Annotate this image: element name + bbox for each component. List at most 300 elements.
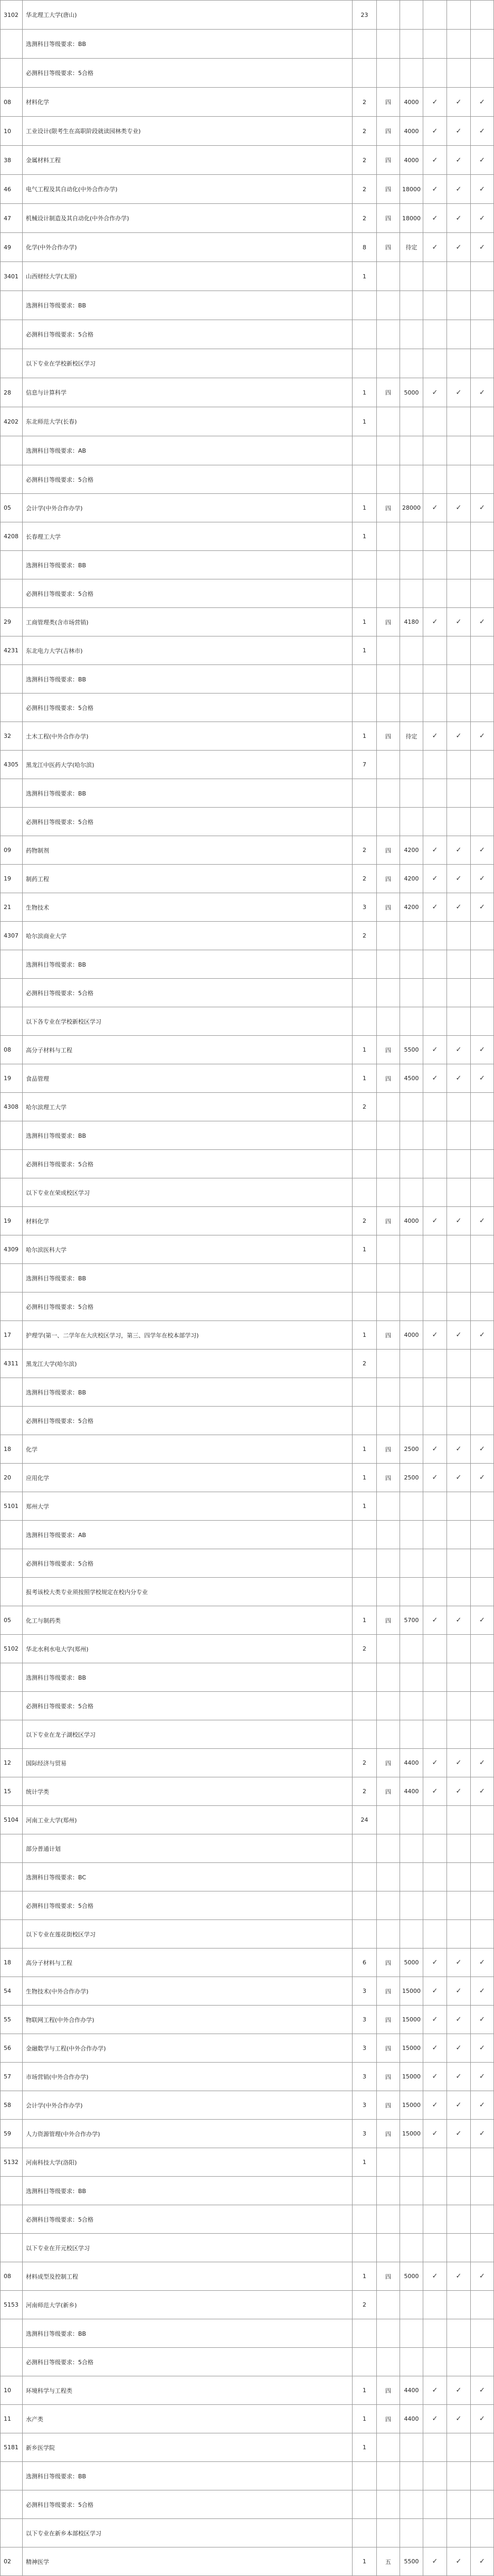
row-check-1 xyxy=(423,349,447,378)
row-study-years: 四 xyxy=(377,233,400,261)
row-plan-count xyxy=(353,2177,377,2205)
row-name: 必测科目等级要求：5合格 xyxy=(23,1407,353,1435)
row-check-2: ✓ xyxy=(447,175,471,203)
row-study-years: 五 xyxy=(377,2547,400,2575)
row-plan-count xyxy=(353,2348,377,2376)
row-plan-count xyxy=(353,2319,377,2347)
row-plan-count xyxy=(353,1121,377,1149)
table-row xyxy=(1,1891,494,1920)
row-plan-count xyxy=(353,694,377,722)
row-check-2 xyxy=(447,465,471,493)
row-check-1 xyxy=(423,436,447,465)
row-check-2 xyxy=(447,2433,471,2461)
row-check-1 xyxy=(423,1292,447,1320)
row-plan-count: 3 xyxy=(353,1977,377,2005)
row-plan-count xyxy=(353,1178,377,1206)
row-name: 市场营销(中外合作办学) xyxy=(23,2063,353,2091)
table-row xyxy=(1,2348,494,2376)
row-check-3: ✓ xyxy=(471,117,494,145)
row-check-3 xyxy=(471,1007,494,1035)
row-study-years xyxy=(377,665,400,693)
row-study-years xyxy=(377,2490,400,2518)
row-check-2: ✓ xyxy=(447,1749,471,1777)
row-code: 5104 xyxy=(1,1806,23,1834)
row-check-3: ✓ xyxy=(471,204,494,232)
row-check-2 xyxy=(447,2148,471,2176)
row-name: 必测科目等级要求：5合格 xyxy=(23,694,353,722)
row-check-2 xyxy=(447,579,471,607)
row-code: 10 xyxy=(1,2376,23,2404)
table-row xyxy=(1,2006,494,2034)
row-check-3 xyxy=(471,1407,494,1435)
row-name: 材料化学 xyxy=(23,88,353,116)
row-check-3: ✓ xyxy=(471,1464,494,1492)
row-check-2 xyxy=(447,1121,471,1149)
row-check-3: ✓ xyxy=(471,836,494,864)
row-code xyxy=(1,320,23,349)
row-name: 哈尔滨医科大学 xyxy=(23,1235,353,1263)
table-row xyxy=(1,2291,494,2319)
row-study-years xyxy=(377,2319,400,2347)
row-code xyxy=(1,349,23,378)
row-plan-count xyxy=(353,1720,377,1748)
row-check-3 xyxy=(471,579,494,607)
row-name: 金融数学与工程(中外合作办学) xyxy=(23,2034,353,2062)
row-code xyxy=(1,579,23,607)
row-check-2 xyxy=(447,1093,471,1121)
row-study-years: 四 xyxy=(377,1321,400,1349)
row-name: 必测科目等级要求：5合格 xyxy=(23,1292,353,1320)
row-tuition xyxy=(400,1834,423,1862)
row-check-3 xyxy=(471,1093,494,1121)
row-study-years: 四 xyxy=(377,117,400,145)
row-plan-count: 1 xyxy=(353,2405,377,2433)
row-check-3: ✓ xyxy=(471,146,494,174)
row-study-years xyxy=(377,694,400,722)
row-tuition: 4400 xyxy=(400,2405,423,2433)
row-name: 选测科目等级要求：BB xyxy=(23,291,353,320)
table-row xyxy=(1,2262,494,2291)
row-name: 必测科目等级要求：5合格 xyxy=(23,465,353,493)
table-row xyxy=(1,30,494,59)
row-study-years: 四 xyxy=(377,1949,400,1977)
table-row xyxy=(1,320,494,349)
row-study-years xyxy=(377,636,400,664)
table-row xyxy=(1,1235,494,1264)
row-check-3 xyxy=(471,1178,494,1206)
row-check-1: ✓ xyxy=(423,88,447,116)
row-code xyxy=(1,808,23,836)
row-check-3 xyxy=(471,407,494,436)
row-check-3 xyxy=(471,1920,494,1948)
row-tuition xyxy=(400,665,423,693)
table-row xyxy=(1,1264,494,1292)
row-check-3: ✓ xyxy=(471,1606,494,1634)
row-check-1 xyxy=(423,1720,447,1748)
row-check-3 xyxy=(471,349,494,378)
row-check-1 xyxy=(423,30,447,58)
table-row xyxy=(1,88,494,117)
row-check-2: ✓ xyxy=(447,117,471,145)
row-check-3: ✓ xyxy=(471,1064,494,1092)
row-code: 19 xyxy=(1,1207,23,1235)
table-row xyxy=(1,2177,494,2205)
row-code xyxy=(1,2319,23,2347)
row-check-1 xyxy=(423,2433,447,2461)
row-plan-count: 1 xyxy=(353,407,377,436)
table-row xyxy=(1,494,494,522)
row-study-years xyxy=(377,1549,400,1577)
row-name: 选测科目等级要求：BB xyxy=(23,950,353,978)
row-check-3 xyxy=(471,262,494,291)
row-name: 部分普通计划 xyxy=(23,1834,353,1862)
row-code: 21 xyxy=(1,893,23,921)
row-tuition: 4000 xyxy=(400,117,423,145)
row-check-3: ✓ xyxy=(471,2262,494,2290)
table-row xyxy=(1,608,494,636)
row-code: 28 xyxy=(1,378,23,407)
row-plan-count xyxy=(353,291,377,320)
row-check-3: ✓ xyxy=(471,2006,494,2034)
row-study-years: 四 xyxy=(377,1207,400,1235)
row-check-3 xyxy=(471,950,494,978)
row-study-years: 四 xyxy=(377,1749,400,1777)
row-check-3: ✓ xyxy=(471,1977,494,2005)
row-code xyxy=(1,1521,23,1549)
row-check-2: ✓ xyxy=(447,2091,471,2119)
row-tuition xyxy=(400,1663,423,1691)
row-name: 工商管理类(含市场营销) xyxy=(23,608,353,636)
row-tuition xyxy=(400,551,423,579)
row-check-2: ✓ xyxy=(447,1435,471,1463)
row-check-3: ✓ xyxy=(471,88,494,116)
table-row xyxy=(1,1635,494,1663)
row-check-3 xyxy=(471,2205,494,2233)
row-study-years: 四 xyxy=(377,175,400,203)
row-check-2: ✓ xyxy=(447,1064,471,1092)
row-check-2 xyxy=(447,407,471,436)
row-plan-count xyxy=(353,1863,377,1891)
row-study-years: 四 xyxy=(377,2063,400,2091)
row-plan-count: 24 xyxy=(353,1806,377,1834)
table-row xyxy=(1,694,494,722)
row-name: 东北电力大学(吉林市) xyxy=(23,636,353,664)
row-code: 09 xyxy=(1,836,23,864)
row-check-2: ✓ xyxy=(447,2376,471,2404)
row-check-2 xyxy=(447,2177,471,2205)
table-row xyxy=(1,1977,494,2006)
row-check-1: ✓ xyxy=(423,1949,447,1977)
row-plan-count xyxy=(353,1692,377,1720)
row-check-1: ✓ xyxy=(423,836,447,864)
row-check-2 xyxy=(447,2462,471,2490)
row-tuition xyxy=(400,30,423,58)
row-tuition xyxy=(400,1863,423,1891)
row-tuition: 18000 xyxy=(400,175,423,203)
row-code: 3401 xyxy=(1,262,23,291)
table-row xyxy=(1,636,494,665)
row-check-1: ✓ xyxy=(423,1036,447,1064)
row-study-years xyxy=(377,922,400,950)
row-check-2: ✓ xyxy=(447,2262,471,2290)
row-check-1 xyxy=(423,1093,447,1121)
table-row xyxy=(1,522,494,551)
row-check-3: ✓ xyxy=(471,1749,494,1777)
row-check-2 xyxy=(447,1863,471,1891)
row-check-3 xyxy=(471,1578,494,1606)
row-check-2 xyxy=(447,2319,471,2347)
row-study-years xyxy=(377,30,400,58)
row-check-3 xyxy=(471,1863,494,1891)
row-check-2 xyxy=(447,2234,471,2262)
row-check-3 xyxy=(471,636,494,664)
row-tuition xyxy=(400,1,423,29)
table-row xyxy=(1,1093,494,1121)
row-plan-count xyxy=(353,59,377,87)
row-tuition: 4200 xyxy=(400,836,423,864)
row-plan-count xyxy=(353,465,377,493)
row-check-3 xyxy=(471,1235,494,1263)
row-tuition: 2500 xyxy=(400,1464,423,1492)
row-check-1 xyxy=(423,636,447,664)
row-check-1 xyxy=(423,1863,447,1891)
row-check-2 xyxy=(447,2519,471,2547)
row-check-1 xyxy=(423,579,447,607)
row-code: 5101 xyxy=(1,1492,23,1520)
row-check-3 xyxy=(471,1292,494,1320)
row-check-2 xyxy=(447,1891,471,1919)
row-code xyxy=(1,1863,23,1891)
table-row xyxy=(1,146,494,175)
table-row xyxy=(1,1578,494,1606)
table-row xyxy=(1,1777,494,1806)
row-study-years xyxy=(377,779,400,807)
row-code: 29 xyxy=(1,608,23,636)
row-check-2 xyxy=(447,1007,471,1035)
row-tuition xyxy=(400,1121,423,1149)
row-check-3: ✓ xyxy=(471,1949,494,1977)
row-check-1: ✓ xyxy=(423,1977,447,2005)
row-plan-count xyxy=(353,1150,377,1178)
row-name: 东北师范大学(长春) xyxy=(23,407,353,436)
row-study-years: 四 xyxy=(377,2376,400,2404)
row-plan-count: 1 xyxy=(353,2376,377,2404)
row-plan-count xyxy=(353,349,377,378)
table-row xyxy=(1,836,494,865)
row-check-2 xyxy=(447,522,471,550)
row-study-years xyxy=(377,1121,400,1149)
row-study-years xyxy=(377,320,400,349)
table-row xyxy=(1,779,494,808)
row-code: 11 xyxy=(1,2405,23,2433)
table-row xyxy=(1,1321,494,1350)
row-code: 4208 xyxy=(1,522,23,550)
row-check-1: ✓ xyxy=(423,146,447,174)
table-row xyxy=(1,2490,494,2519)
row-check-1: ✓ xyxy=(423,2376,447,2404)
row-check-1 xyxy=(423,1692,447,1720)
row-study-years: 四 xyxy=(377,2262,400,2290)
table-row xyxy=(1,579,494,608)
table-row xyxy=(1,865,494,893)
row-check-2 xyxy=(447,2348,471,2376)
row-plan-count: 1 xyxy=(353,378,377,407)
row-study-years xyxy=(377,2348,400,2376)
row-study-years xyxy=(377,1834,400,1862)
table-row xyxy=(1,1949,494,1977)
row-check-2 xyxy=(447,1350,471,1378)
row-name: 物联网工程(中外合作办学) xyxy=(23,2006,353,2034)
row-check-1 xyxy=(423,2462,447,2490)
row-code xyxy=(1,2348,23,2376)
row-check-2 xyxy=(447,436,471,465)
row-check-2 xyxy=(447,349,471,378)
row-tuition xyxy=(400,1178,423,1206)
row-name: 选测科目等级要求：BB xyxy=(23,1663,353,1691)
row-code xyxy=(1,1150,23,1178)
row-code xyxy=(1,551,23,579)
row-plan-count: 1 xyxy=(353,1064,377,1092)
row-check-1: ✓ xyxy=(423,1321,447,1349)
row-study-years xyxy=(377,1178,400,1206)
row-check-3: ✓ xyxy=(471,2405,494,2433)
row-plan-count: 1 xyxy=(353,522,377,550)
row-tuition xyxy=(400,262,423,291)
row-study-years xyxy=(377,1635,400,1663)
row-study-years xyxy=(377,1521,400,1549)
row-study-years xyxy=(377,1007,400,1035)
row-check-1 xyxy=(423,1492,447,1520)
row-name: 水产类 xyxy=(23,2405,353,2433)
row-study-years xyxy=(377,579,400,607)
table-row xyxy=(1,950,494,979)
row-check-2: ✓ xyxy=(447,1464,471,1492)
row-code xyxy=(1,2519,23,2547)
row-name: 哈尔滨商业大学 xyxy=(23,922,353,950)
row-name: 必测科目等级要求：5合格 xyxy=(23,1150,353,1178)
row-check-3 xyxy=(471,1720,494,1748)
row-name: 制药工程 xyxy=(23,865,353,893)
row-check-1 xyxy=(423,2177,447,2205)
row-check-2: ✓ xyxy=(447,233,471,261)
row-tuition xyxy=(400,636,423,664)
row-name: 以下专业在荣成校区学习 xyxy=(23,1178,353,1206)
row-code: 05 xyxy=(1,1606,23,1634)
row-check-2 xyxy=(447,922,471,950)
row-tuition: 15000 xyxy=(400,2034,423,2062)
row-tuition xyxy=(400,1378,423,1406)
row-plan-count xyxy=(353,2234,377,2262)
row-code: 19 xyxy=(1,1064,23,1092)
row-name: 必测科目等级要求：5合格 xyxy=(23,1549,353,1577)
row-check-2 xyxy=(447,1492,471,1520)
row-study-years: 四 xyxy=(377,1464,400,1492)
table-row xyxy=(1,1150,494,1178)
row-code xyxy=(1,950,23,978)
table-row xyxy=(1,1549,494,1578)
table-row xyxy=(1,1749,494,1777)
row-check-1 xyxy=(423,1264,447,1292)
row-check-2 xyxy=(447,2205,471,2233)
row-check-2 xyxy=(447,751,471,779)
row-check-1 xyxy=(423,2490,447,2518)
row-check-2 xyxy=(447,320,471,349)
row-code: 47 xyxy=(1,204,23,232)
row-check-3 xyxy=(471,808,494,836)
row-plan-count: 2 xyxy=(353,922,377,950)
table-row xyxy=(1,2091,494,2120)
row-code: 08 xyxy=(1,2262,23,2290)
table-row xyxy=(1,722,494,751)
table-row xyxy=(1,893,494,922)
row-check-3 xyxy=(471,751,494,779)
table-row xyxy=(1,1521,494,1549)
row-check-2: ✓ xyxy=(447,608,471,636)
row-check-3 xyxy=(471,1121,494,1149)
row-code: 4231 xyxy=(1,636,23,664)
row-code xyxy=(1,2462,23,2490)
table-row xyxy=(1,2148,494,2177)
row-name: 统计学类 xyxy=(23,1777,353,1805)
row-check-2: ✓ xyxy=(447,378,471,407)
table-row xyxy=(1,1121,494,1150)
table-row xyxy=(1,1806,494,1834)
row-tuition: 4180 xyxy=(400,608,423,636)
row-tuition: 5000 xyxy=(400,1949,423,1977)
row-study-years: 四 xyxy=(377,722,400,750)
row-study-years xyxy=(377,2177,400,2205)
row-check-1: ✓ xyxy=(423,1606,447,1634)
row-study-years xyxy=(377,436,400,465)
row-check-3: ✓ xyxy=(471,2376,494,2404)
row-code: 54 xyxy=(1,1977,23,2005)
row-check-1 xyxy=(423,1806,447,1834)
row-tuition xyxy=(400,320,423,349)
table-row xyxy=(1,979,494,1007)
row-code: 18 xyxy=(1,1435,23,1463)
row-plan-count: 1 xyxy=(353,1464,377,1492)
row-tuition: 4200 xyxy=(400,893,423,921)
row-tuition xyxy=(400,1635,423,1663)
row-study-years xyxy=(377,1663,400,1691)
row-study-years xyxy=(377,407,400,436)
row-check-3 xyxy=(471,1350,494,1378)
row-check-2 xyxy=(447,1834,471,1862)
row-check-3 xyxy=(471,1806,494,1834)
row-check-1: ✓ xyxy=(423,117,447,145)
row-tuition: 5000 xyxy=(400,378,423,407)
row-name: 华北水利水电大学(郑州) xyxy=(23,1635,353,1663)
row-check-3 xyxy=(471,465,494,493)
row-plan-count xyxy=(353,950,377,978)
row-check-3 xyxy=(471,2462,494,2490)
row-code: 5181 xyxy=(1,2433,23,2461)
row-tuition: 4000 xyxy=(400,1207,423,1235)
row-tuition xyxy=(400,1492,423,1520)
row-name: 生物技术 xyxy=(23,893,353,921)
row-check-3 xyxy=(471,2234,494,2262)
row-check-1 xyxy=(423,1549,447,1577)
table-row xyxy=(1,1350,494,1378)
row-check-2 xyxy=(447,694,471,722)
row-study-years: 四 xyxy=(377,1977,400,2005)
row-code: 4311 xyxy=(1,1350,23,1378)
row-study-years: 四 xyxy=(377,2091,400,2119)
row-tuition xyxy=(400,1891,423,1919)
row-check-2: ✓ xyxy=(447,494,471,522)
row-check-3: ✓ xyxy=(471,1777,494,1805)
row-check-2: ✓ xyxy=(447,836,471,864)
